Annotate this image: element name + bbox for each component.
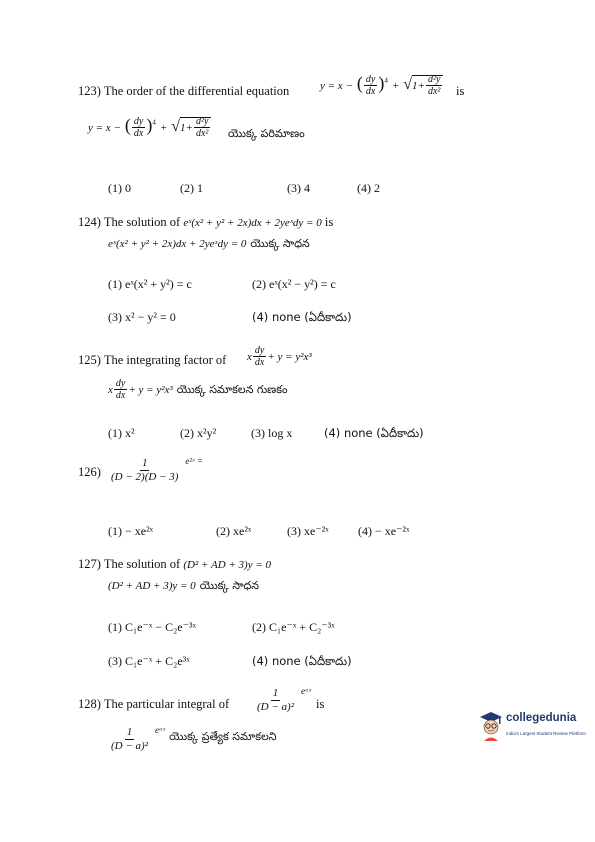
q127-option-1[interactable]: (1) C₁e⁻ˣ − C₂e⁻³ˣ xyxy=(108,620,196,634)
q124-equation-te: eˣ(x² + y² + 2x)dx + 2yeˣdy = 0 xyxy=(108,238,247,250)
q123-line xyxy=(78,84,289,99)
q123-number: 123) xyxy=(78,84,101,98)
q125-te-line: x $\frac{dy}{dx}$ + y = y²x³ యొక్క సమాకలన గుణకం xyxy=(108,378,288,401)
q124-is: is xyxy=(324,215,334,229)
q128-text: The particular integral of xyxy=(103,697,230,711)
q125-eq-tail-te: + y = y²x³ xyxy=(128,384,173,397)
q127-option-2[interactable]: (2) C₁e⁻ˣ + C₂⁻³ˣ xyxy=(252,620,335,634)
q123-equation: y = x − ( $\frac{dy}{dx}$ )$^4$ + √1+ $\frac{\text{d²y}}{\text{dx²}}$ xyxy=(320,73,443,97)
q126-numerator: 1 xyxy=(141,456,148,469)
q124-text: The solution of xyxy=(103,215,181,229)
q124-line xyxy=(78,215,333,230)
q125-option-2[interactable]: (2) x²y² xyxy=(180,426,217,440)
q124-option-1[interactable]: (1) eˣ(x² + y²) = c xyxy=(108,277,192,291)
q126-option-2[interactable]: (2) xe²ˣ xyxy=(216,524,252,538)
q125-eq-tail: + y = y²x³ xyxy=(267,351,312,364)
q127-te-line xyxy=(108,576,259,595)
q128-denominator-te: (D − a)² xyxy=(111,739,148,752)
q127-text: The solution of xyxy=(103,557,181,571)
q124-option-3[interactable]: (3) x² − y² = 0 xyxy=(108,310,176,324)
q127-line xyxy=(78,557,271,572)
q128-line xyxy=(78,697,229,712)
q124-telugu: యొక్క సాధన xyxy=(250,237,310,250)
q127-telugu: యొక్క సాధన xyxy=(199,579,260,592)
q123-telugu: యొక్క పరిమాణం xyxy=(228,127,305,140)
q127-option-4[interactable]: (4) none (ఏదీకాదు) xyxy=(252,654,352,668)
q128-number: 128) xyxy=(78,697,101,711)
q124-equation: eˣ(x² + y² + 2x)dx + 2yeˣdy = 0 xyxy=(183,217,322,229)
q127-equation-te: (D² + AD + 3)y = 0 xyxy=(108,580,196,592)
q128-telugu: యొక్క ప్రత్యేక సమాకలని xyxy=(169,730,277,743)
q124-te-line xyxy=(108,234,310,253)
q126-denominator: (D − 2)(D − 3) xyxy=(111,470,179,483)
q128-exp: eᵃˣ xyxy=(301,686,312,696)
q125-line xyxy=(78,353,226,368)
q128-expression xyxy=(254,686,311,714)
q127-option-3[interactable]: (3) C₁e⁻ˣ + C₂e³ˣ xyxy=(108,654,190,668)
q127-number: 127) xyxy=(78,557,101,571)
q126-option-1[interactable]: (1) − xe²ˣ xyxy=(108,524,154,538)
q126-exp: e²ˣ = xyxy=(185,456,203,466)
q126-number: 126) xyxy=(78,465,101,479)
q124-option-2[interactable]: (2) eˣ(x² − y²) = c xyxy=(252,277,336,291)
q126-option-4[interactable]: (4) − xe⁻²ˣ xyxy=(358,524,410,538)
q125-option-3[interactable]: (3) log x xyxy=(251,426,293,440)
q124-number: 124) xyxy=(78,215,101,229)
q123-option-4[interactable]: (4) 2 xyxy=(357,181,380,195)
q128-is: is xyxy=(316,697,325,711)
q128-numerator: 1 xyxy=(272,686,279,699)
q123-text: The order of the differential equation xyxy=(103,84,290,98)
q125-number: 125) xyxy=(78,353,101,367)
q125-telugu: యొక్క సమాకలన గుణకం xyxy=(176,383,288,397)
q128-exp-te: eᵃˣ xyxy=(155,725,166,735)
q128-denominator: (D − a)² xyxy=(257,700,294,713)
logo-name: collegedunia xyxy=(506,712,577,724)
q123-is: is xyxy=(456,84,465,98)
q123-equation-te: y = x − ( $\frac{dy}{dx}$ )$^4$ + √1+ $\frac{\text{d²y}}{\text{dx²}}$ xyxy=(88,115,211,139)
q125-option-1[interactable]: (1) x² xyxy=(108,426,135,440)
q125-option-4[interactable]: (4) none (ఏదీకాదు) xyxy=(324,426,424,440)
q123-option-1[interactable]: (1) 0 xyxy=(108,181,131,195)
q127-equation: (D² + AD + 3)y = 0 xyxy=(183,559,272,571)
logo-tagline: India's Largest Student Review Platform xyxy=(506,731,586,736)
collegedunia-logo xyxy=(478,709,590,745)
q123-option-3[interactable]: (3) 4 xyxy=(287,181,310,195)
q126-option-3[interactable]: (3) xe⁻²ˣ xyxy=(287,524,329,538)
q125-equation: x $\frac{dy}{dx}$ + y = y²x³ xyxy=(247,345,312,368)
q128-te-line xyxy=(108,725,276,753)
q126-expression xyxy=(108,456,203,484)
q125-text: The integrating factor of xyxy=(103,353,227,367)
q123-option-2[interactable]: (2) 1 xyxy=(180,181,203,195)
q124-option-4[interactable]: (4) none (ఏదీకాదు) xyxy=(252,310,352,324)
graduate-icon xyxy=(478,709,504,743)
q128-numerator-te: 1 xyxy=(126,725,133,738)
